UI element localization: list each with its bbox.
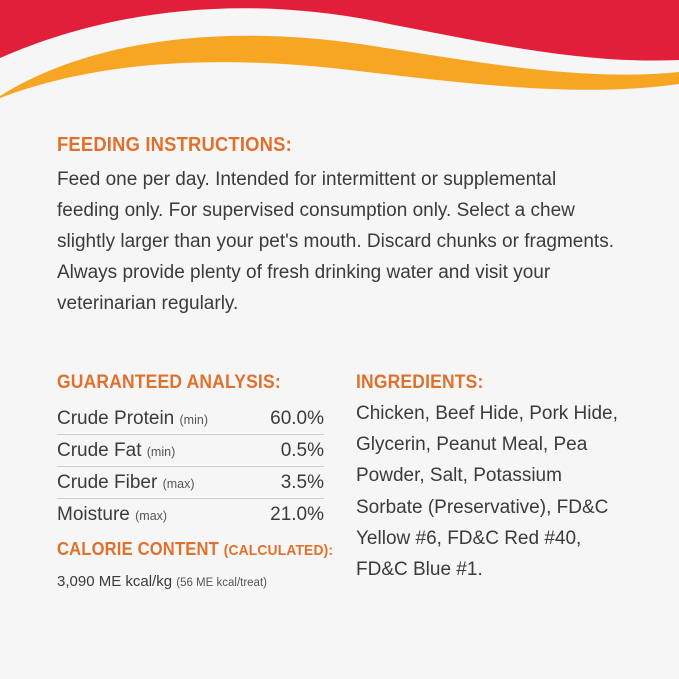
calorie-content-heading: CALORIE CONTENT (CALCULATED): — [57, 539, 334, 559]
analysis-row — [57, 403, 324, 435]
feeding-instructions-text: Feed one per day. Intended for intermittent or supplemental feeding only. For supervised consumption only. Select a chew slightly larger than your pet's mouth. Discard chunks or fragments. Always provide plenty of fresh drinking water and visit your veterinarian regularly. — [57, 169, 614, 314]
decorative-waves — [0, 0, 679, 110]
ingredients-text: Chicken, Beef Hide, Pork Hide, Glycerin, Peanut Meal, Pea Powder, Salt, Potassium Sorbate (Preservative), FD&C Yellow #6, FD&C Red #40, FD&C Blue #1. — [356, 403, 618, 581]
guaranteed-analysis-heading: GUARANTEED ANALYSIS: — [57, 372, 281, 393]
ingredients-heading: INGREDIENTS: — [356, 372, 484, 393]
calorie-content-value: 3,090 ME kcal/kg (56 ME kcal/treat) — [57, 573, 267, 590]
analysis-row — [57, 435, 324, 467]
analysis-value: 3.5% — [280, 472, 324, 493]
analysis-nutrient: Moisture (max) — [57, 504, 168, 525]
analysis-value: 0.5% — [280, 440, 324, 461]
guaranteed-analysis-table — [57, 403, 324, 530]
analysis-value: 21.0% — [270, 504, 324, 525]
analysis-row — [57, 499, 324, 530]
analysis-nutrient: Crude Fiber (max) — [57, 472, 195, 493]
analysis-value: 60.0% — [270, 408, 324, 429]
analysis-nutrient: Crude Protein (min) — [57, 408, 208, 429]
analysis-row — [57, 467, 324, 499]
feeding-instructions-heading: FEEDING INSTRUCTIONS: — [57, 134, 292, 156]
analysis-nutrient: Crude Fat (min) — [57, 440, 176, 461]
